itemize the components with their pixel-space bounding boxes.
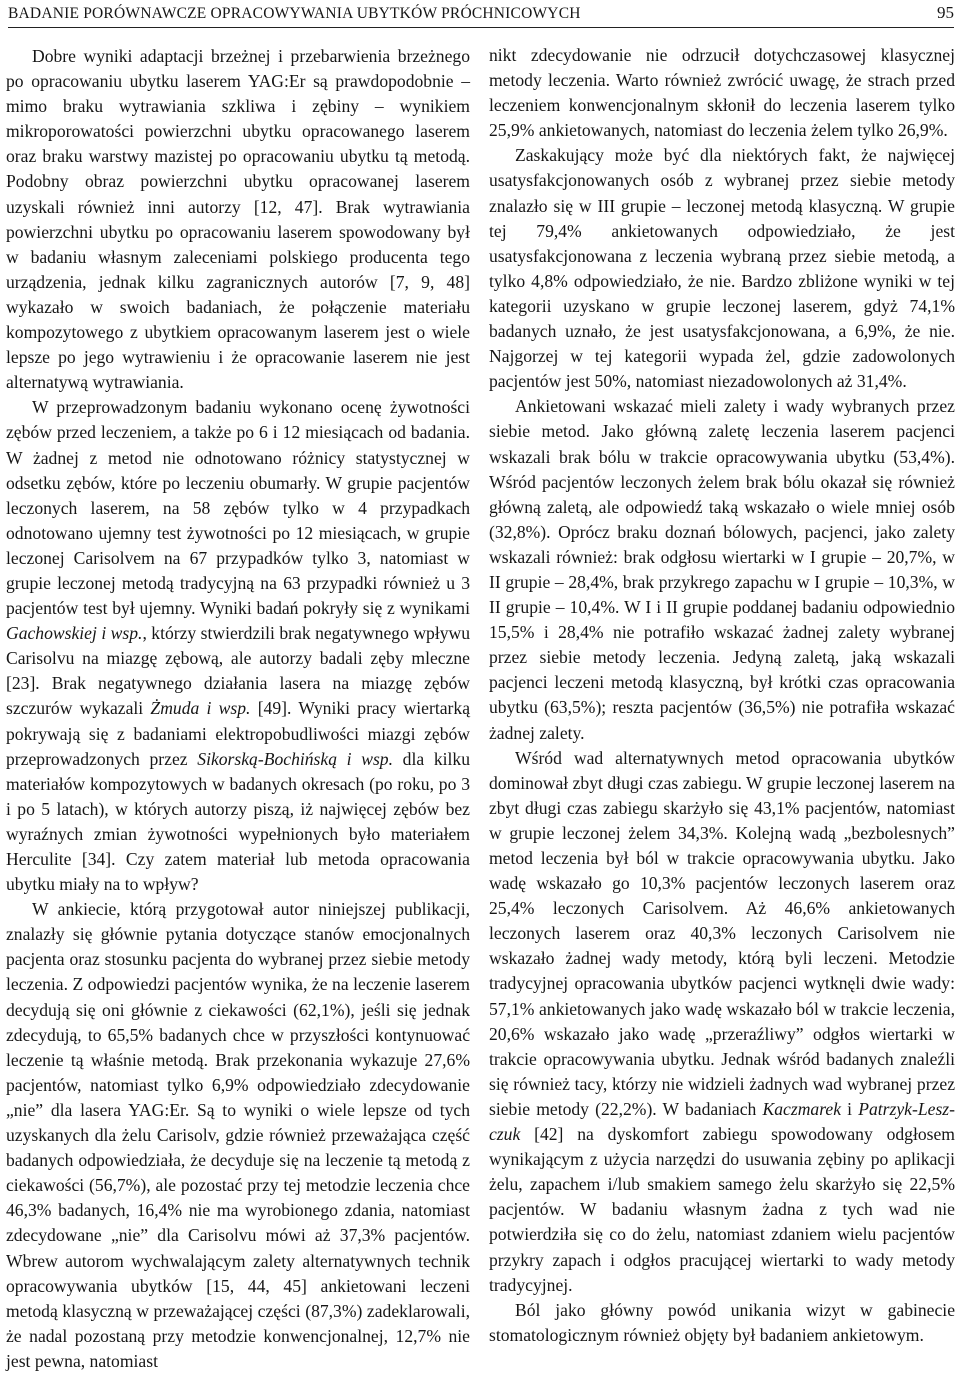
- body-paragraph: [489, 43, 955, 143]
- left-column: [6, 44, 470, 1374]
- paragraph-text: nikt zdecydowanie nie odrzucił dotychczasowej klasycznej metody leczenia. Warto również zwrócić uwagę, że strach przed leczeniem konwencjonalnym skłonił do leczenia laserem tylko 25,9% ankietowanych, natomiast do leczenia żelem tylko 26,9%.: [489, 45, 955, 141]
- paragraph-text: Zaskakujący może być dla niektórych fakt, że najwięcej usatysfakcjonowanych osób z wybranej przez siebie metody znalazło się w III grupie – leczonej metodą klasyczną. W grupie tej 79,4% ankietowanych odpowiedziało, że jest usatysfakcjonowana z leczenia wybraną przez siebie metodą, a tylko 4,8% odpowiedziało, że nie. Bardzo zbliżone wyniki w tej kategorii uzyskano w grupie leczonej laserem, gdyż 74,1% badanych uznało, że jest usatysfakcjonowana, a 6,9%, że nie. Najgorzej w tej kategorii wypada żel, gdzie zadowolonych pacjentów jest 50%, natomiast niezadowolonych aż 31,4%.: [489, 145, 955, 392]
- paragraph-text: , którzy stwierdzili brak negatywnego wpływu Carisolvu na miazgę zębową, ale autorzy badali zęby mleczne [23]. Brak negatywnego działania lasera na miazgę zębów szczurów wykazali: [6, 623, 471, 719]
- body-paragraph: [489, 1298, 955, 1348]
- running-head-title: BADANIE PORÓWNAWCZE OPRACOWYWANIA UBYTKÓW PRÓCHNICOWYCH: [8, 5, 581, 22]
- italic-citation: Sikorską-Bochińską i wsp.: [197, 748, 393, 769]
- body-paragraph: [6, 897, 470, 1374]
- italic-citation: Gachowskiej i wsp.: [6, 623, 143, 644]
- paragraph-text: Ból jako główny powód unikania wizyt w gabinecie stomatologicznym również objęty był badaniem ankietowym.: [489, 1299, 955, 1345]
- paragraph-text: [42] na dyskomfort zabiegu spowodowany odgłosem wynikającym z użycia narzędzi do usuwania zębiny po aplikacji żelu, zapachem i/lub smakiem samego żelu skarżyło się 22,5% pacjentów. W badaniu własnym żadna z tych wad nie potwierdziła się co do żelu, natomiast zdaniem wielu pacjentów przykry zapach i odgłos pracującej wiertarki to wady metody tradycyjnej.: [489, 1124, 955, 1295]
- paragraph-text: dla kilku materiałów kompozytowych w badanych okresach (po roku, po 3 i po 5 latach), w których autorzy piszą, iż najwięcej zębów bez wyraźnych zmian żywotności wypełnionych było materiałem Herculite [34]. Czy zatem materiał lub metoda opracowania ubytku miały na to wpływ?: [6, 748, 470, 895]
- body-paragraph: [6, 44, 470, 395]
- right-column: [489, 43, 955, 1348]
- paragraph-text: i: [841, 1098, 859, 1119]
- italic-citation: Kaczmarek: [762, 1098, 842, 1119]
- italic-citation: Patrzyk-Leszczuk: [489, 1098, 955, 1145]
- paragraph-text: Ankietowani wskazać mieli zalety i wady wybranych przez siebie metod. Jako główną zaletę leczenia laserem pacjenci wskazali brak bólu w trakcie opracowywania ubytku (53,4%). Wśród pacjentów leczonych żelem brak bólu okazał się również główną zaletą, ale odpowiedź taką wskazało o wiele mniej osób (32,8%). Oprócz braku doznań bólowych, pacjenci, jako zalety wskazali również: brak odgłosu wiertarki w I grupie – 20,7%, w II grupie – 28,4%, brak przykrego zapachu w I grupie – 10,3%, w II grupie – 10,4%. W I i II grupie poddanej badaniu odpowiednio 15,5% i 28,4% nie potrafiło wskazać żadnej zalety wybranej przez siebie metody leczenia. Jedyną zaletą, jaką wskazali pacjenci leczeni metodą klasyczną, był krótki czas opracowania ubytku (63,5%); reszta pacjentów (36,5%) nie potrafiła wskazać żadnej zalety.: [489, 396, 955, 743]
- body-paragraph: [489, 746, 955, 1298]
- body-paragraph: [489, 143, 955, 394]
- running-header: [8, 3, 954, 28]
- body-paragraph: [6, 395, 470, 897]
- body-paragraph: [489, 394, 955, 745]
- page-number: 95: [937, 3, 954, 22]
- paragraph-text: W ankiecie, którą przygotował autor niniejszej publikacji, znalazły się głównie pytania dotyczące stanów emocjonalnych pacjenta oraz stosunku pacjenta do wybranej przez siebie metody leczenia. Z odpowiedzi pacjentów wynika, że na leczenie laserem decydują się oni głównie z ciekawości (62,1%), jeśli się jednak zdecydują, to 65,5% badanych chce w przyszłości kontynuować leczenie tą właśnie metodą. Brak przekonania wykazuje 27,6% pacjentów, natomiast tylko 6,9% odpowiedziało zdecydowanie „nie” dla lasera YAG:Er. Są to wyniki o wiele lepsze od tych uzyskanych dla żelu Carisolv, gdzie również przeważająca część badanych odpowiedziała, że decyduje się na leczenie tą metodą z ciekawości (56,7%), ale pozostać przy tej metodzie leczenia chce 46,3% badanych, 16,4% nie ma wyrobionego zdania, natomiast zdecydowane „nie” dla Carisolvu mówi aż 37,3% pacjentów. Wbrew autorom wychwalającym zalety alternatywnych technik opracowywania ubytków [15, 44, 45] ankietowani leczeni metodą klasyczną w przeważającej części (87,3%) zadeklarowali, że nadal pozostaną przy metodzie konwencjonalnej, 12,7% nie jest pewna, natomiast: [6, 899, 470, 1371]
- paragraph-text: W przeprowadzonym badaniu wykonano ocenę żywotności zębów przed leczeniem, a także po 6 i 12 miesiącach od badania. W żadnej z metod nie odnotowano różnicy statystycznej w odsetku zębów, które po leczeniu obumarły. W grupie pacjentów leczonych laserem, na 58 zębów tylko w 4 przypadkach odnotowano ujemny test żywotności po 12 miesiącach, w grupie leczonej Carisolvem na 67 przypadków tylko 3, natomiast w grupie leczonej metodą tradycyjną na 63 przypadki również u 3 pacjentów test był ujemny. Wyniki badań pokryły się z wynikami: [6, 397, 470, 619]
- paragraph-text: Wśród wad alternatywnych metod opracowania ubytków dominował zbyt długi czas zabiegu. W grupie leczonej laserem na zbyt długi czas zabiegu skarżyło się 43,1% pacjentów, natomiast w grupie leczonej żelem 34,3%. Kolejną wadą „bezbolesnych” metod leczenia był ból w trakcie opracowywania ubytku. Jako wadę wskazało go 10,3% pacjentów leczonych laserem oraz 25,4% leczonych Carisolvem. Aż 46,6% ankietowanych leczonych laserem oraz 40,3% leczonych Carisolvem nie wskazało żadnej wady metody, którą byli leczeni. Metodzie tradycyjnej opracowania ubytków pacjenci wytknęli dwie wady: 57,1% ankietowanych jako wadę wskazało ból w trakcie leczenia, 20,6% wskazało jako wadę „przeraźliwy” odgłos wiertarki w trakcie opracowywania ubytku. Jednak wśród badanych znaleźli się również tacy, którzy nie widzieli żadnych wad wybranej przez siebie metody (22,2%). W badaniach: [489, 747, 955, 1119]
- italic-citation: Żmuda i wsp.: [150, 698, 251, 719]
- paragraph-text: Dobre wyniki adaptacji brzeżnej i przebarwienia brzeżnego po opracowaniu ubytku laserem YAG:Er są prawdopodobnie – mimo braku wytrawiania szkliwa i zębiny – wynikiem mikroporowatości powierzchni ubytku opracowanego laserem oraz braku warstwy mazistej po opracowaniu ubytku tą metodą. Podobny obraz powierzchni ubytku opracowanej laserem uzyskali również inni autorzy [12, 47]. Brak wytrawiania powierzchni ubytku po opracowaniu laserem spowodowany był w badaniu własnym zaleceniami polskiego producenta tego urządzenia, jednak kilku zagranicznych autorów [7, 9, 48] wykazało w swoich badaniach, że połączenie materiału kompozytowego z ubytkiem opracowanym laserem jest o wiele lepsze po jego wytrawieniu i że opracowanie laserem nie jest alternatywą wytrawiania.: [6, 46, 470, 393]
- paragraph-text: [49]. Wyniki pracy wiertarką pokrywają się z badaniami elektropobudliwości miazgi zębów przeprowadzonych przez: [6, 698, 471, 769]
